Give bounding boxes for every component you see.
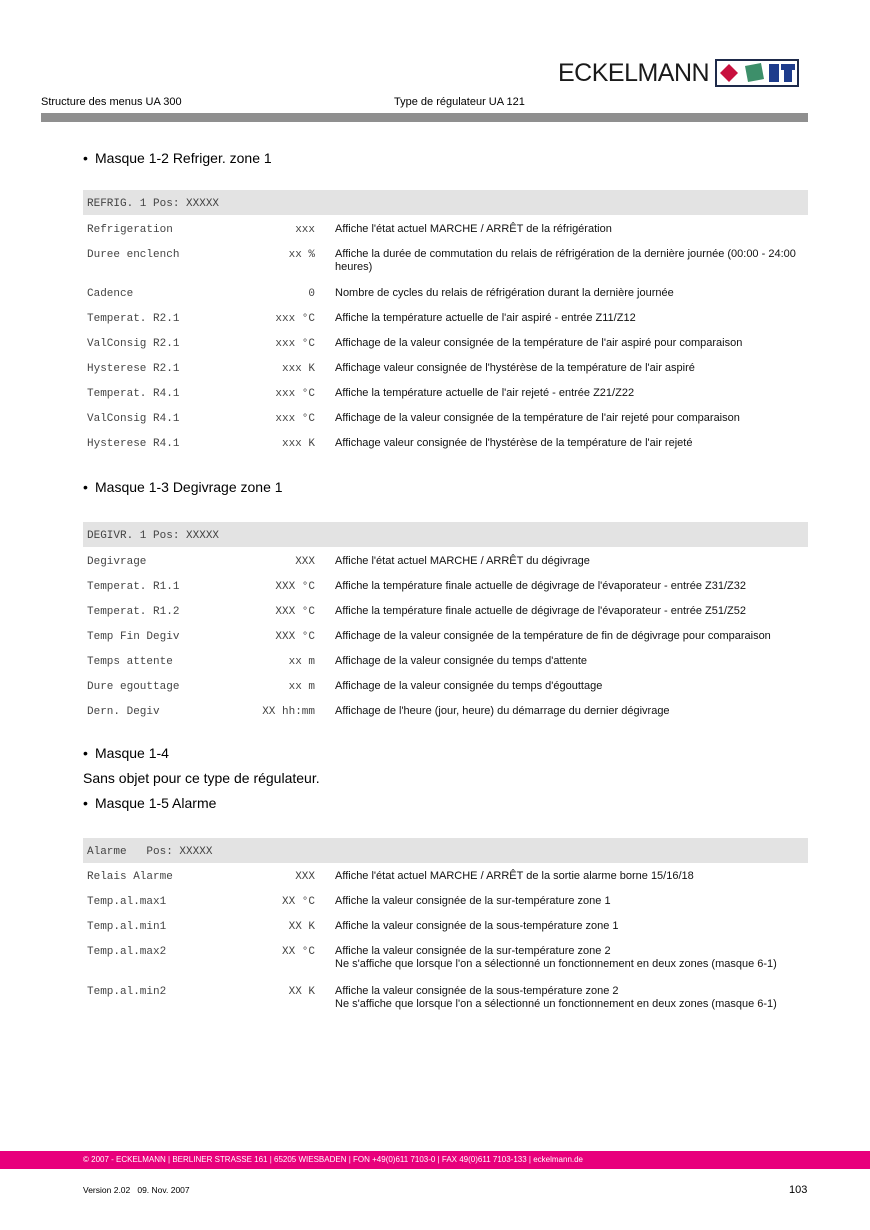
table-header: REFRIG. 1 Pos: XXXXX [83,190,808,215]
table-row: Temperat. R1.2 XXX °C Affiche la température finale actuelle de dégivrage de l'évaporateur - entrée Z51/Z52 [87,605,746,618]
version-label: Version 2.02 09. Nov. 2007 [83,1185,190,1195]
section-title: • Masque 1-3 Degivrage zone 1 [83,479,283,495]
table-row: Temp.al.min2 XX K Affiche la valeur consignée de la sous-température zone 2 Ne s'affiche que lorsque l'on a sélectionné un fonctionnement en deux zones (masque 6-1) [87,985,777,1010]
table-row: Temperat. R4.1 xxx °C Affiche la température actuelle de l'air rejeté - entrée Z21/Z22 [87,387,635,400]
page-number: 103 [789,1184,808,1196]
table-row: Temperat. R1.1 XXX °C Affiche la température finale actuelle de dégivrage de l'évaporateur - entrée Z31/Z32 [87,580,746,593]
logo-text: ECKELMANN [558,58,710,87]
section-title: • Masque 1-5 Alarme [83,795,217,811]
menu-table-refrig [83,190,808,454]
table-header: DEGIVR. 1 Pos: XXXXX [83,522,808,547]
bullet-icon: • [83,745,88,761]
header-document-title: Structure des menus UA 300 [41,96,182,108]
table-row: ValConsig R2.1 xxx °C Affichage de la valeur consignée de la température de l'air aspiré pour comparaison [87,337,743,350]
table-row: Degivrage XXX Affiche l'état actuel MARCHE / ARRÊT du dégivrage [87,555,590,568]
logo-squares-icon [717,61,797,85]
bullet-icon: • [83,795,88,811]
company-logo [558,58,799,88]
logo-mark [715,59,799,87]
table-row: Dern. Degiv XX hh:mm Affichage de l'heure (jour, heure) du démarrage du dernier dégivrage [87,705,670,718]
menu-table-alarme [83,838,808,1018]
section-title: • Masque 1-2 Refriger. zone 1 [83,150,272,166]
header-controller-type: Type de régulateur UA 121 [394,96,525,108]
table-row: Temp.al.max1 XX °C Affiche la valeur consignée de la sur-température zone 1 [87,895,611,908]
header-divider [41,113,808,122]
table-row: Duree enclench xx % Affiche la durée de commutation du relais de réfrigération de la dernière journée (00:00 - 24:00 heures) [87,248,796,273]
table-row: Temps attente xx m Affichage de la valeur consignée du temps d'attente [87,655,588,668]
table-row: Relais Alarme XXX Affiche l'état actuel MARCHE / ARRÊT de la sortie alarme borne 15/16/18 [87,870,694,883]
menu-table-degivr [83,522,808,722]
footer-contact: © 2007 - ECKELMANN | BERLINER STRASSE 161 | 65205 WIESBADEN | FON +49(0)611 7103-0 | FAX 49(0)611 7103-133 | eckelmann.de [83,1155,584,1164]
table-row: Hysterese R4.1 xxx K Affichage valeur consignée de l'hystérèse de la température de l'air rejeté [87,437,693,450]
table-row: Temp.al.max2 XX °C Affiche la valeur consignée de la sur-température zone 2 Ne s'affiche que lorsque l'on a sélectionné un fonctionnement en deux zones (masque 6-1) [87,945,777,970]
table-row: Temp Fin Degiv XXX °C Affichage de la valeur consignée de la température de fin de dégivrage pour comparaison [87,630,771,643]
table-row: Temperat. R2.1 xxx °C Affiche la température actuelle de l'air aspiré - entrée Z11/Z12 [87,312,636,325]
bullet-icon: • [83,479,88,495]
table-row: Dure egouttage xx m Affichage de la valeur consignée du temps d'égouttage [87,680,603,693]
table-row: Hysterese R2.1 xxx K Affichage valeur consignée de l'hystérèse de la température de l'air aspiré [87,362,695,375]
section-note: Sans objet pour ce type de régulateur. [83,770,320,786]
table-row: Refrigeration xxx Affiche l'état actuel MARCHE / ARRÊT de la réfrigération [87,223,612,236]
section-title: • Masque 1-4 [83,745,169,761]
table-row: Cadence 0 Nombre de cycles du relais de réfrigération durant la dernière journée [87,287,674,300]
bullet-icon: • [83,150,88,166]
footer-bar [0,1151,870,1169]
table-row: Temp.al.min1 XX K Affiche la valeur consignée de la sous-température zone 1 [87,920,619,933]
table-header: Alarme Pos: XXXXX [83,838,808,863]
table-row: ValConsig R4.1 xxx °C Affichage de la valeur consignée de la température de l'air rejeté pour comparaison [87,412,740,425]
